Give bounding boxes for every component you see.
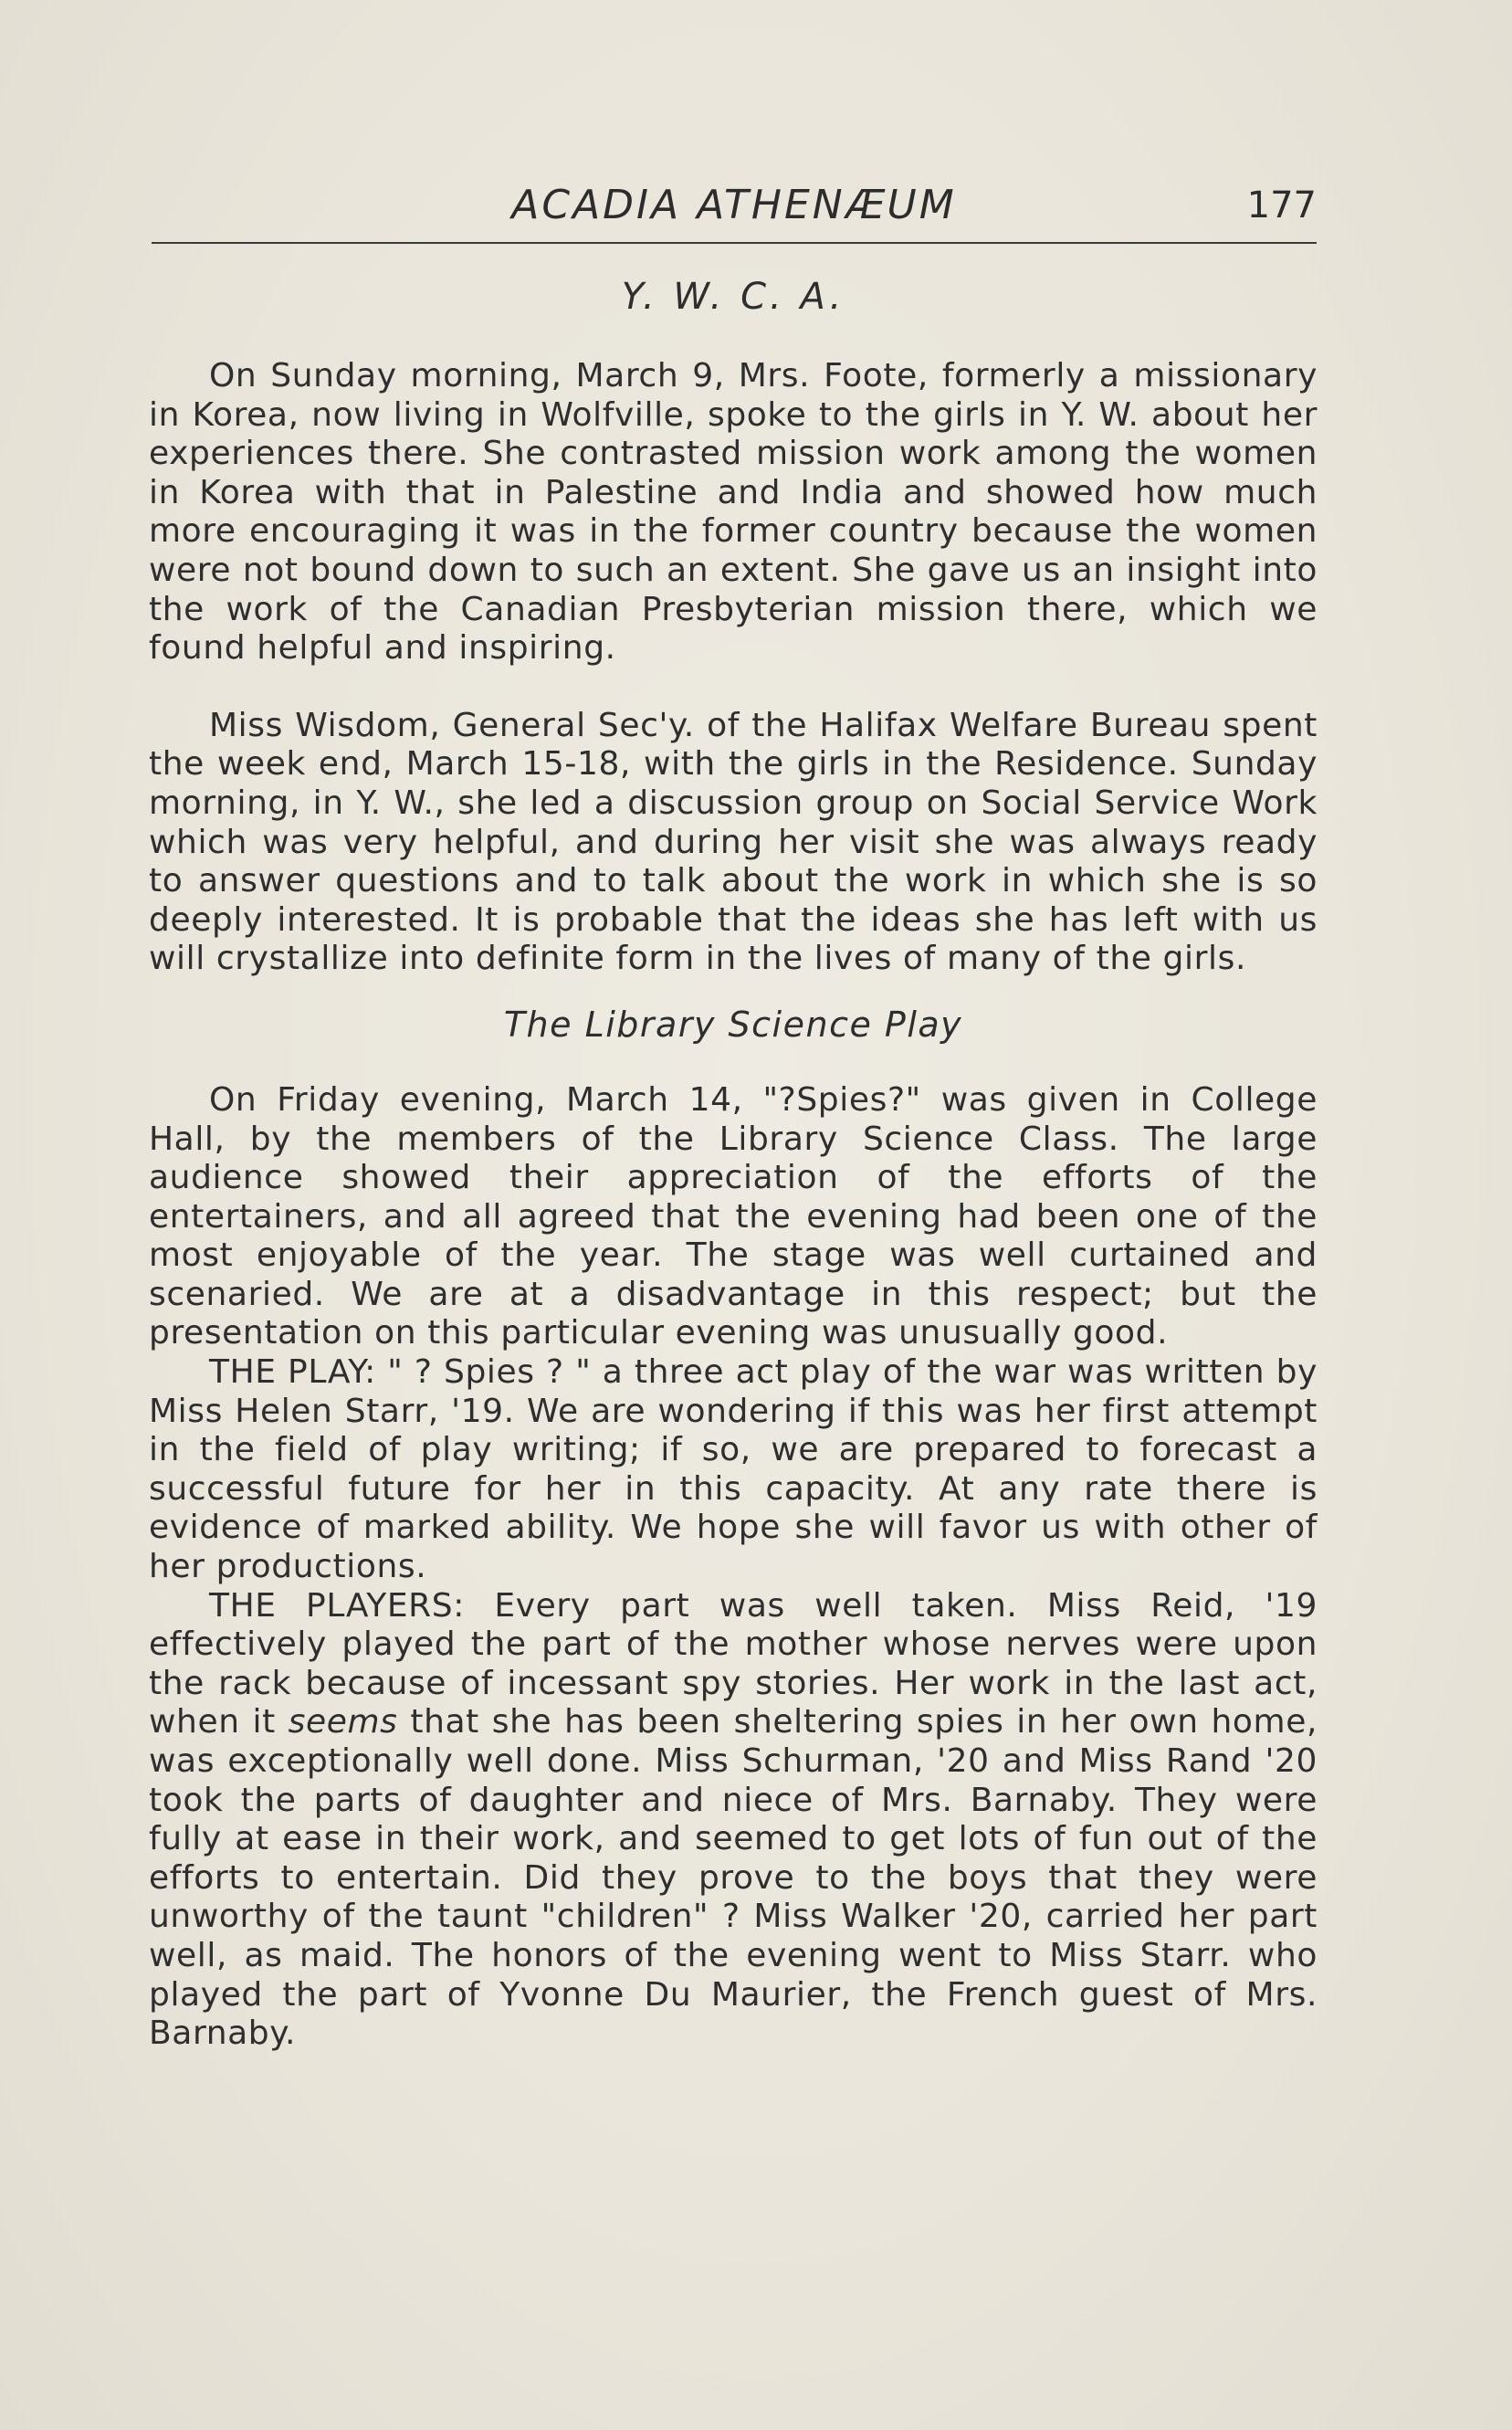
page-header <box>152 178 1317 244</box>
the-players-lead: THE PLAYERS: <box>209 1586 465 1625</box>
the-players-text-1: Every part was well taken. Miss Reid, '19 effectively played the part of the mother whose nerves were upon the rack because of incessant spy stories. Her work in the last act, when it <box>149 1586 1318 1741</box>
section-heading-ywca: Y. W. C. A. <box>621 276 845 318</box>
the-players-text-2: that she has been sheltering spies in her own home, was exceptionally well done. Miss Schurman, '20 and Miss Rand '20 took the parts of daughter and niece of Mrs. Barnaby. They were fully at ease in their work, and seemed to get lots of fun out of the efforts to entertain. Did they prove to the boys that they were unworthy of the taunt "children" ? Miss Walker '20, carried her part well, as maid. The honors of the evening went to Miss Starr. who played the part of Yvonne Du Maurier, the French guest of Mrs. Barnaby. <box>149 1703 1318 2053</box>
the-players-paragraph <box>149 1587 1318 2054</box>
the-play-paragraph <box>149 1353 1318 1587</box>
the-play-lead: THE PLAY: <box>209 1353 376 1392</box>
running-title: ACADIA ATHENÆUM <box>511 182 957 228</box>
the-players-emphasis: seems <box>288 1703 398 1741</box>
ywca-paragraph: On Sunday morning, March 9, Mrs. Foote, formerly a missionary in Korea, now living in Wolfville, spoke to the girls in Y. W. about her experiences there. She contrasted mission work among the women in Korea with that in Palestine and India and showed how much more encouraging it was in the former country because the women were not bound down to such an extent. She gave us an insight into the work of the Canadian Presbyterian mission there, which we found helpful and inspiring. <box>149 357 1318 668</box>
the-play-text: " ? Spies ? " a three act play of the war was written by Miss Helen Starr, '19. We are wondering if this was her first attempt in the field of play writing; if so, we are prepared to forecast a successful future for her in this capacity. At any rate there is evidence of marked ability. We hope she will favor us with other of her productions. <box>149 1353 1318 1586</box>
section-heading-play: The Library Science Play <box>503 1004 963 1045</box>
ywca-paragraph: Miss Wisdom, General Sec'y. of the Halifax Welfare Bureau spent the week end, March 15-18, with the girls in the Residence. Sunday morning, in Y. W., she led a discussion group on Social Service Work which was very helpful, and during her visit she was always ready to answer questions and to talk about the work in which she is so deeply interested. It is probable that the ideas she has left with us will crystallize into definite form in the lives of many of the girls. <box>149 706 1318 978</box>
page-number: 177 <box>1246 184 1317 226</box>
article-body <box>149 269 1318 2054</box>
play-intro-paragraph: On Friday evening, March 14, "?Spies?" was given in College Hall, by the members of the Library Science Class. The large audience showed their appreciation of the efforts of the entertainers, and all agreed that the evening had been one of the most enjoyable of the year. The stage was well curtained and scenaried. We are at a disadvantage in this respect; but the presentation on this particular evening was unusually good. <box>149 1080 1318 1352</box>
